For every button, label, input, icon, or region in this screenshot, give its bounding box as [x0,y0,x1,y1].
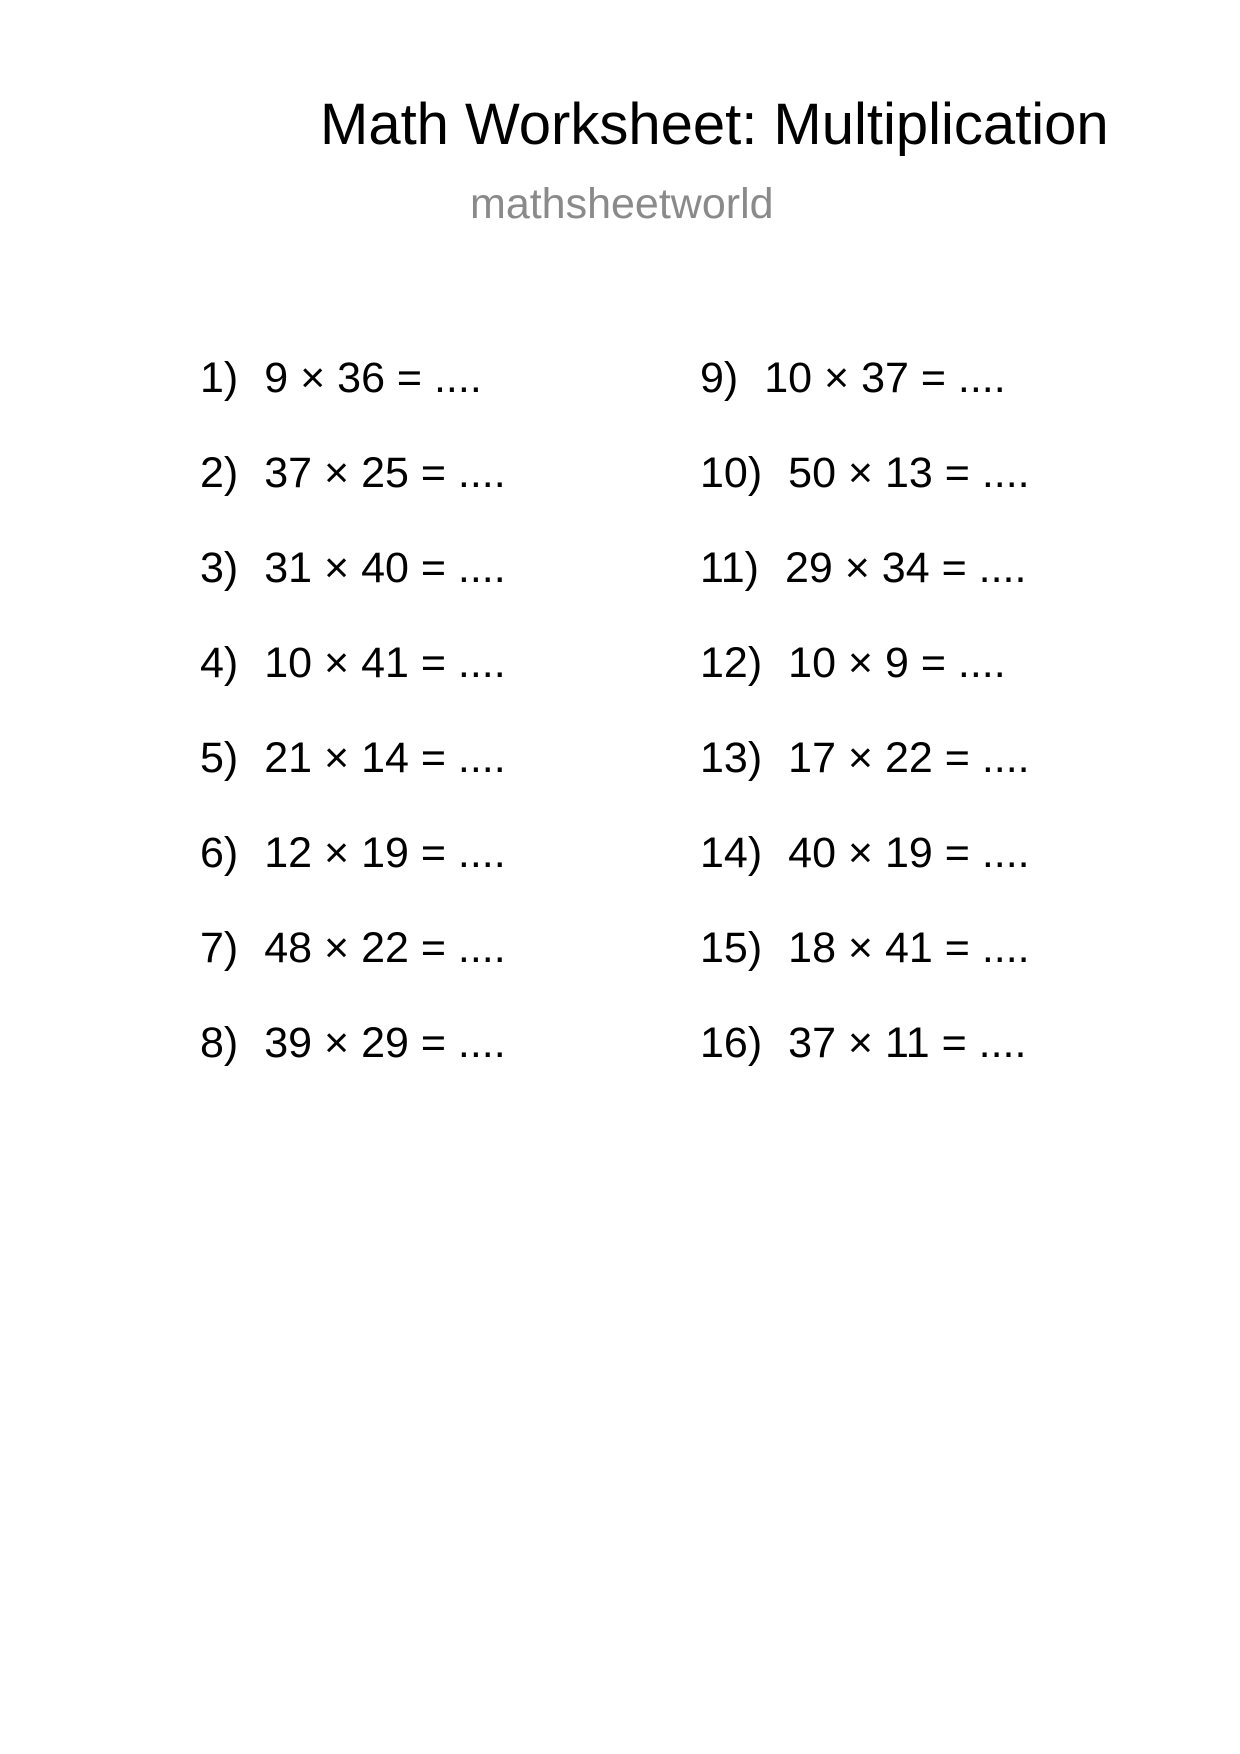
problem-number: 4) [200,639,239,687]
worksheet-subtitle: mathsheetworld [470,180,774,228]
problem-item [200,829,506,877]
problem-number: 1) [200,354,239,402]
problem-item [200,544,506,592]
problem-expression: 37 × 25 = .... [264,449,506,497]
problem-expression: 12 × 19 = .... [264,829,506,877]
problem-expression: 31 × 40 = .... [264,544,506,592]
problem-expression: 10 × 37 = .... [764,354,1006,402]
problem-number: 10) [700,449,763,497]
problem-item [700,544,1027,592]
problem-item [200,1019,506,1067]
problem-expression: 17 × 22 = .... [788,734,1030,782]
problem-item [200,354,482,402]
problem-number: 12) [700,639,763,687]
problem-item [700,354,1006,402]
problem-expression: 40 × 19 = .... [788,829,1030,877]
problem-number: 5) [200,734,239,782]
problem-expression: 50 × 13 = .... [788,449,1030,497]
problem-expression: 21 × 14 = .... [264,734,506,782]
problem-number: 8) [200,1019,239,1067]
problem-item [700,829,1030,877]
problem-expression: 29 × 34 = .... [784,544,1027,592]
problem-number: 15) [700,924,763,972]
problem-number: 16) [700,1019,763,1067]
problem-expression: 18 × 41 = .... [788,924,1030,972]
problem-item [700,449,1030,497]
problem-number: 14) [700,829,763,877]
problem-item [200,734,506,782]
problem-expression: 9 × 36 = .... [264,354,482,402]
problem-number: 7) [200,924,239,972]
problem-item [700,639,1006,687]
problem-expression: 48 × 22 = .... [264,924,506,972]
problem-item [200,639,506,687]
problem-item [700,734,1030,782]
problem-number: 3) [200,544,239,592]
problem-number: 11) [700,544,759,592]
problem-number: 2) [200,449,239,497]
worksheet-title: Math Worksheet: Multiplication [320,92,1109,157]
problem-item [200,924,506,972]
problem-number: 6) [200,829,239,877]
problem-number: 13) [700,734,763,782]
problem-number: 9) [700,354,739,402]
problem-expression: 37 × 11 = .... [788,1019,1027,1067]
problem-expression: 10 × 9 = .... [788,639,1006,687]
problem-expression: 39 × 29 = .... [264,1019,506,1067]
problem-item [700,924,1030,972]
problem-item [700,1019,1027,1067]
problem-expression: 10 × 41 = .... [264,639,506,687]
problem-item [200,449,506,497]
